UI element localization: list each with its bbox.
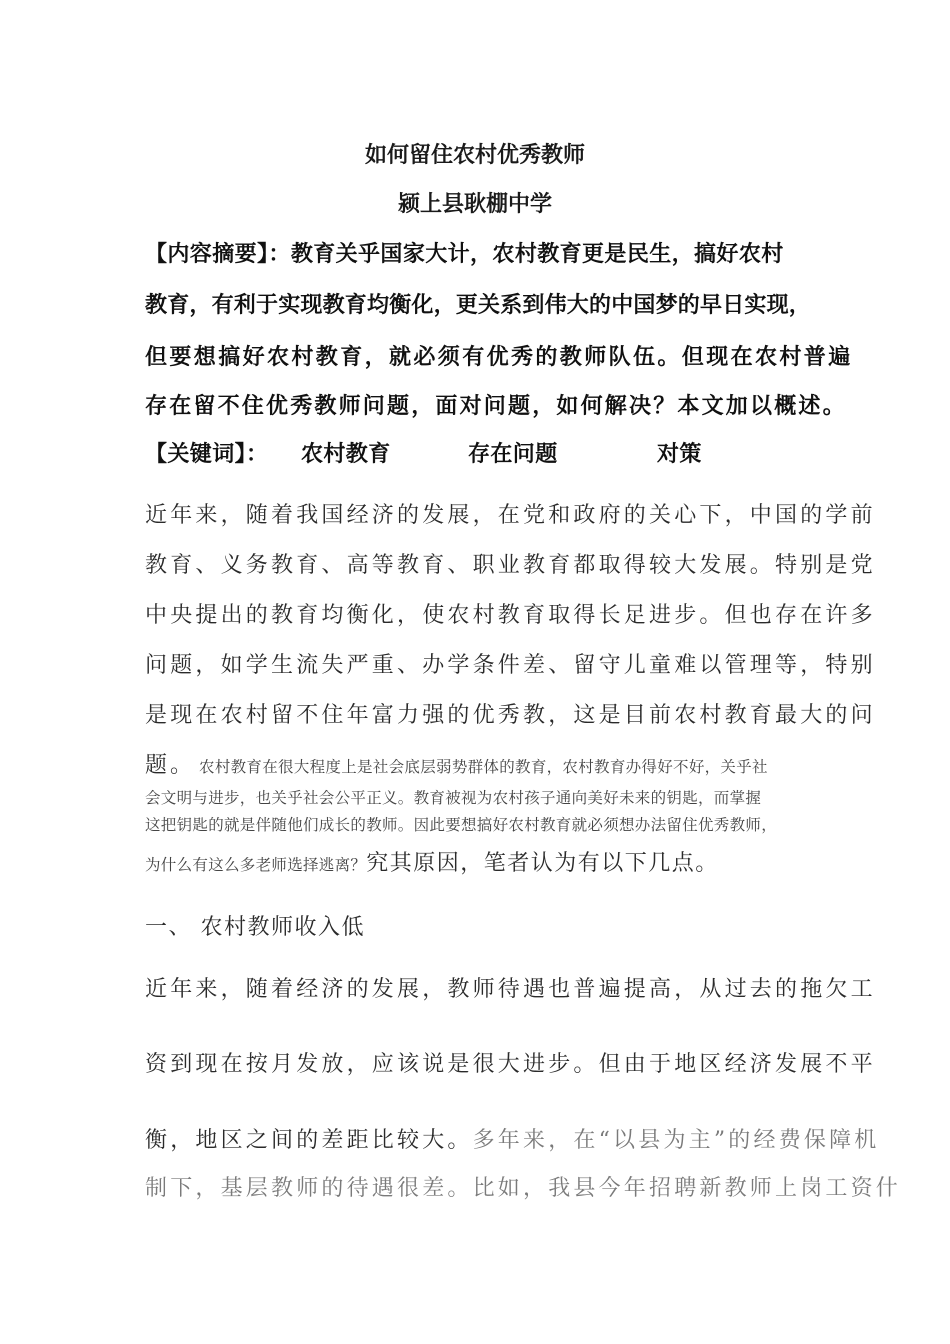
intro-text-6-small: 农村教育在很大程度上是社会底层弱势群体的教育，农村教育办得好不好，关乎社: [199, 758, 768, 776]
section1-heading: 一、 农村教师收入低: [145, 915, 365, 940]
intro-line-9: [145, 846, 719, 877]
intro-line-1: 近年来，随着我国经济的发展，在党和政府的关心下，中国的学前: [145, 503, 876, 528]
abstract-label: 【内容摘要】：: [145, 241, 291, 267]
intro-text-9-small: 为什么有这么多老师选择逃离？: [145, 856, 367, 874]
section1-text-3-grey: 多年来，在“以县为主”的经费保障机: [472, 1128, 880, 1153]
section1-line-4: 制下，基层教师的待遇很差。比如，我县今年招聘新教师上岗工资什: [145, 1176, 902, 1201]
intro-line-7: 会文明与进步，也关乎社会公平正义。教育被视为农村孩子通向美好未来的钥匙，而掌握: [145, 789, 762, 807]
section1-text-3-dark: 衡，地区之间的差距比较大。: [145, 1128, 473, 1153]
school-name: 颍上县耿棚中学: [397, 191, 552, 217]
intro-text-6-big: 题。: [145, 753, 196, 778]
intro-line-6: [145, 748, 768, 779]
intro-line-4: 问题，如学生流失严重、办学条件差、留守儿童难以管理等，特别: [145, 653, 876, 678]
intro-text-9-big: 究其原因，笔者认为有以下几点。: [366, 851, 719, 876]
abstract-line-2: 教育，有利于实现教育均衡化，更关系到伟大的中国梦的早日实现，: [145, 292, 812, 318]
intro-line-2: 教育、义务教育、高等教育、职业教育都取得较大发展。特别是党: [145, 553, 876, 578]
keyword-3: 对策: [657, 441, 702, 467]
section1-line-3: [145, 1123, 880, 1154]
intro-line-3: 中央提出的教育均衡化，使农村教育取得长足进步。但也存在许多: [145, 603, 876, 628]
section1-line-2: 资到现在按月发放，应该说是很大进步。但由于地区经济发展不平: [145, 1052, 876, 1077]
keyword-2: 存在问题: [468, 441, 558, 467]
abstract-line-1: [145, 237, 784, 268]
keywords-line: [145, 437, 702, 468]
section1-line-1: 近年来，随着经济的发展，教师待遇也普遍提高，从过去的拖欠工: [145, 977, 876, 1002]
abstract-text-1: 教育关乎国家大计，农村教育更是民生，搞好农村: [290, 241, 784, 267]
abstract-line-3: 但要想搞好农村教育，就必须有优秀的教师队伍。但现在农村普遍: [145, 344, 853, 370]
document-title: 如何留住农村优秀教师: [364, 142, 585, 168]
keywords-label: 【关键词】：: [145, 441, 269, 467]
intro-line-5: 是现在农村留不住年富力强的优秀教，这是目前农村教育最大的问: [145, 703, 876, 728]
intro-line-8: 这把钥匙的就是伴随他们成长的教师。因此要想搞好农村教育就必须想办法留住优秀教师，: [145, 816, 778, 834]
keyword-1: 农村教育: [301, 441, 391, 467]
abstract-line-4: 存在留不住优秀教师问题，面对问题，如何解决？本文加以概述。: [145, 393, 847, 419]
